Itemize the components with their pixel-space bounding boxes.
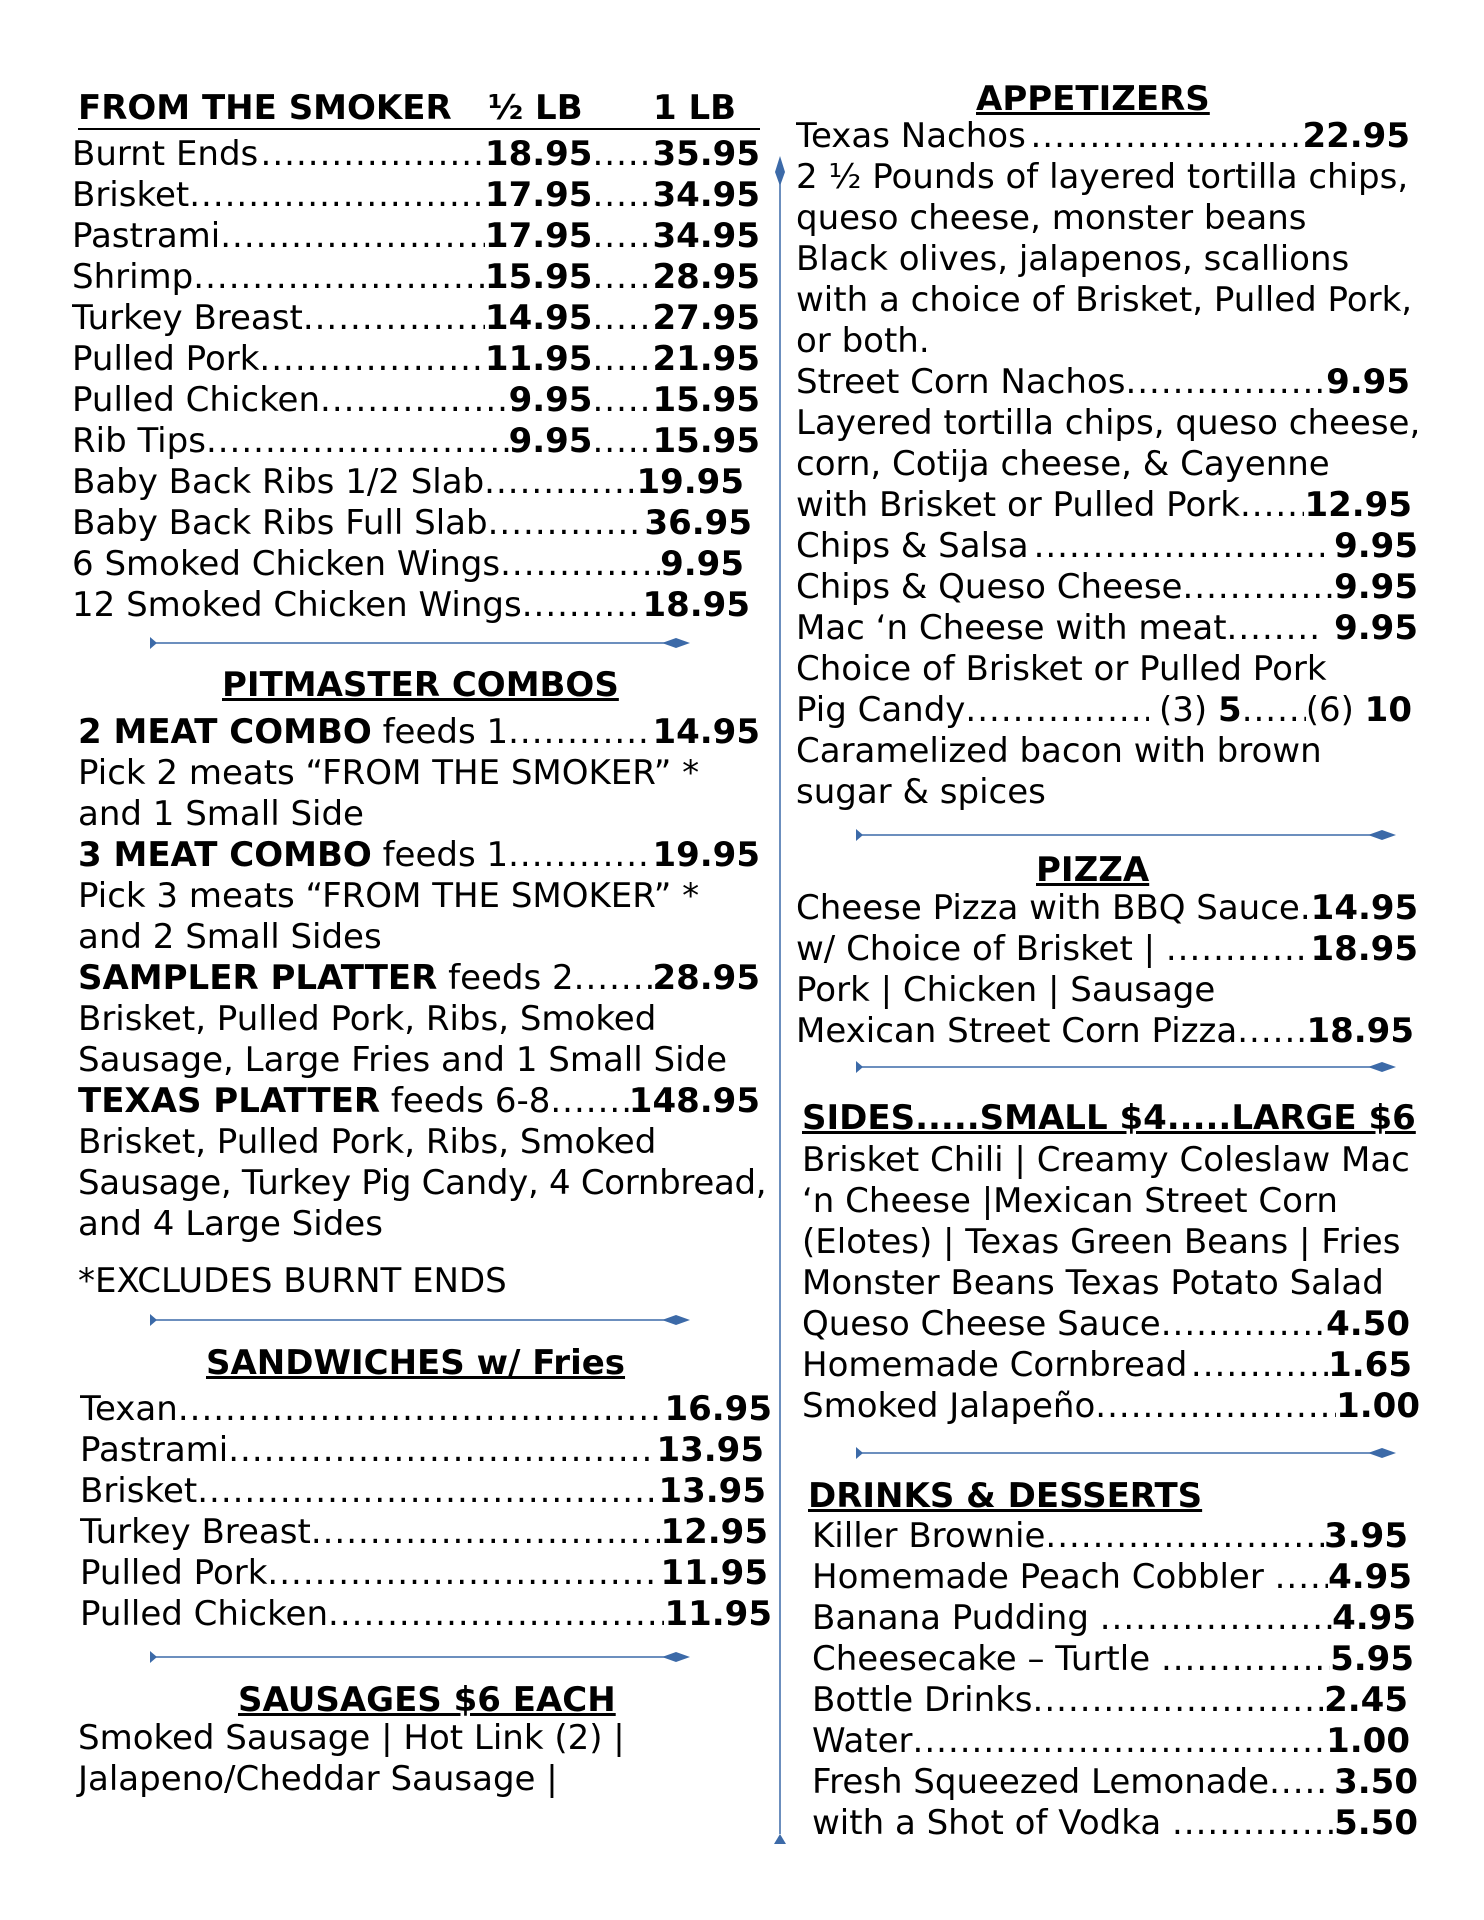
menu-item bbox=[796, 362, 1410, 403]
item-desc: or both. bbox=[796, 321, 930, 361]
menu-item bbox=[72, 339, 760, 380]
item-name: Fresh Squeezed Lemonade bbox=[812, 1762, 1270, 1802]
menu-item bbox=[72, 421, 760, 462]
item-desc: Black olives, jalapenos, scallions bbox=[796, 239, 1350, 279]
sides-title: SIDES.....SMALL $4.....LARGE $6 bbox=[802, 1098, 1416, 1138]
item-price: 22.95 bbox=[1302, 116, 1410, 156]
menu-item bbox=[80, 1389, 772, 1430]
pig-price-large: 10 bbox=[1364, 690, 1412, 730]
combo-price: 19.95 bbox=[652, 835, 760, 875]
item-price: 13.95 bbox=[656, 1430, 764, 1470]
price-full: 35.95 bbox=[652, 134, 760, 174]
pig-qty-small: (3) bbox=[1159, 690, 1208, 730]
price-half: 9.95 bbox=[508, 380, 593, 420]
item-name: with Brisket or Pulled Pork bbox=[796, 485, 1240, 525]
item-name: 6 Smoked Chicken Wings bbox=[72, 544, 501, 584]
smoker-col-half: ½ LB bbox=[488, 88, 583, 128]
menu-item bbox=[796, 690, 1412, 731]
price-half: 18.95 bbox=[484, 134, 593, 174]
menu-item bbox=[72, 298, 760, 339]
combo-desc: Brisket, Pulled Pork, Ribs, Smoked bbox=[78, 1122, 657, 1162]
item-desc: Choice of Brisket or Pulled Pork bbox=[796, 649, 1327, 689]
smoker-list bbox=[72, 134, 760, 626]
sandwiches-list bbox=[80, 1389, 772, 1635]
combo-price: 28.95 bbox=[652, 958, 760, 998]
item-price: 5.50 bbox=[1334, 1803, 1418, 1843]
menu-item bbox=[802, 1386, 1420, 1427]
item-name: Pulled Pork bbox=[80, 1553, 268, 1593]
menu-item bbox=[812, 1680, 1408, 1721]
combo-item bbox=[78, 958, 760, 999]
menu-item bbox=[796, 116, 1410, 157]
combo-feeds: feeds 2 bbox=[448, 958, 574, 998]
sausages-title: SAUSAGES $6 EACH bbox=[238, 1680, 616, 1720]
item-name: Brisket bbox=[72, 175, 190, 215]
combo-name: 3 MEAT COMBO bbox=[78, 835, 372, 875]
combos-title: PITMASTER COMBOS bbox=[222, 665, 619, 705]
combo-feeds: feeds 1 bbox=[382, 835, 509, 875]
combo-name: 2 MEAT COMBO bbox=[78, 712, 372, 752]
price-half: 15.95 bbox=[484, 257, 593, 297]
item-name: Texas Nachos bbox=[796, 116, 1026, 156]
item-name: Turkey Breast bbox=[72, 298, 303, 338]
item-name: Cheese Pizza with BBQ Sauce. bbox=[796, 888, 1311, 928]
section-divider bbox=[856, 1446, 1396, 1460]
item-price: 4.95 bbox=[1332, 1598, 1416, 1638]
menu-item bbox=[802, 1304, 1410, 1345]
menu-item bbox=[796, 608, 1418, 649]
item-name: Water bbox=[812, 1721, 913, 1761]
menu-item bbox=[72, 585, 750, 626]
item-price: 13.95 bbox=[658, 1471, 766, 1511]
menu-item bbox=[812, 1557, 1412, 1598]
item-name: w/ Choice of Brisket | bbox=[796, 929, 1156, 969]
menu-item bbox=[812, 1721, 1410, 1762]
item-price: 18.95 bbox=[1310, 929, 1418, 969]
item-name: Rib Tips bbox=[72, 421, 206, 461]
item-desc: queso cheese, monster beans bbox=[796, 198, 1307, 238]
item-name: Mexican Street Corn Pizza bbox=[796, 1011, 1238, 1051]
item-price: 11.95 bbox=[660, 1553, 768, 1593]
combo-desc: Pick 3 meats “FROM THE SMOKER” * bbox=[78, 876, 700, 916]
item-name: Killer Brownie bbox=[812, 1516, 1046, 1556]
sandwiches-title: SANDWICHES w/ Fries bbox=[206, 1343, 626, 1383]
drinks-list bbox=[812, 1516, 1422, 1844]
item-desc: Pork | Chicken | Sausage bbox=[796, 970, 1216, 1010]
item-price: 5.95 bbox=[1330, 1639, 1414, 1679]
menu-item bbox=[80, 1430, 764, 1471]
menu-item bbox=[812, 1762, 1418, 1803]
combo-desc: and 2 Small Sides bbox=[78, 917, 382, 957]
item-price: 1.00 bbox=[1336, 1386, 1420, 1426]
item-desc: 2 ½ Pounds of layered tortilla chips, bbox=[796, 157, 1409, 197]
item-name: Chips & Queso Cheese bbox=[796, 567, 1183, 607]
sides-list bbox=[802, 1140, 1422, 1427]
item-name: Pulled Chicken bbox=[72, 380, 321, 420]
price-half: 17.95 bbox=[484, 216, 593, 256]
drinks-title: DRINKS & DESSERTS bbox=[808, 1476, 1203, 1516]
combo-name: SAMPLER PLATTER bbox=[78, 958, 438, 998]
item-name: Baby Back Ribs 1/2 Slab bbox=[72, 462, 485, 502]
menu-item bbox=[796, 485, 1412, 526]
smoker-title: FROM THE SMOKER bbox=[78, 88, 452, 128]
menu-item bbox=[812, 1803, 1418, 1844]
item-price: 9.95 bbox=[1334, 567, 1418, 607]
pig-price-small: 5 bbox=[1218, 690, 1242, 730]
item-name: Queso Cheese Sauce bbox=[802, 1304, 1161, 1344]
menu-item bbox=[796, 526, 1418, 567]
item-name: Smoked Jalapeño bbox=[802, 1386, 1096, 1426]
menu-item bbox=[72, 216, 760, 257]
menu-item bbox=[72, 544, 744, 585]
pizza-list bbox=[796, 888, 1422, 1052]
sausages-line: Jalapeno/Cheddar Sausage | bbox=[78, 1759, 558, 1799]
sides-line: ‘n Cheese |Mexican Street Corn bbox=[802, 1181, 1338, 1221]
item-desc: sugar & spices bbox=[796, 772, 1046, 812]
item-price: 12.95 bbox=[1304, 485, 1412, 525]
item-name: Homemade Cornbread bbox=[802, 1345, 1188, 1385]
column-divider bbox=[770, 150, 790, 1850]
item-name: Chips & Salsa bbox=[796, 526, 1029, 566]
menu-item bbox=[812, 1516, 1408, 1557]
pig-qty-large: (6) bbox=[1305, 690, 1354, 730]
combo-item bbox=[78, 1081, 760, 1122]
menu-item bbox=[80, 1553, 768, 1594]
item-price: 36.95 bbox=[644, 503, 752, 543]
price-half: 14.95 bbox=[484, 298, 593, 338]
menu-item bbox=[812, 1598, 1416, 1639]
menu-item bbox=[796, 1011, 1414, 1052]
item-price: 1.00 bbox=[1326, 1721, 1410, 1761]
item-desc: corn, Cotija cheese, & Cayenne bbox=[796, 444, 1330, 484]
item-name: Pulled Chicken bbox=[80, 1594, 329, 1634]
combo-item bbox=[78, 835, 760, 876]
menu-item bbox=[802, 1345, 1412, 1386]
menu-item bbox=[72, 462, 744, 503]
item-price: 9.95 bbox=[1334, 526, 1418, 566]
combo-item bbox=[78, 712, 760, 753]
sausages-line: Smoked Sausage | Hot Link (2) | bbox=[78, 1718, 625, 1758]
combo-price: 148.95 bbox=[628, 1081, 760, 1121]
item-name: Texan bbox=[80, 1389, 178, 1429]
price-half: 17.95 bbox=[484, 175, 593, 215]
menu-item bbox=[80, 1471, 766, 1512]
item-desc: with a choice of Brisket, Pulled Pork, bbox=[796, 280, 1413, 320]
section-divider bbox=[150, 1313, 690, 1327]
item-price: 14.95 bbox=[1310, 888, 1418, 928]
combo-name: TEXAS PLATTER bbox=[78, 1081, 381, 1121]
pizza-title: PIZZA bbox=[1036, 850, 1150, 890]
combo-desc: Pick 2 meats “FROM THE SMOKER” * bbox=[78, 753, 700, 793]
item-desc: Caramelized bacon with brown bbox=[796, 731, 1322, 771]
item-name: Pastrami bbox=[80, 1430, 229, 1470]
appetizers-list bbox=[796, 116, 1421, 813]
menu-item bbox=[72, 380, 760, 421]
item-name: Pig Candy bbox=[796, 690, 966, 730]
combo-desc: and 1 Small Side bbox=[78, 794, 364, 834]
item-name: Banana Pudding bbox=[812, 1598, 1089, 1638]
menu-item bbox=[812, 1639, 1414, 1680]
menu-item bbox=[80, 1512, 768, 1553]
price-half: 11.95 bbox=[484, 339, 593, 379]
price-full: 15.95 bbox=[652, 421, 760, 461]
item-price: 4.95 bbox=[1328, 1557, 1412, 1597]
item-price: 4.50 bbox=[1326, 1304, 1410, 1344]
combo-desc: Brisket, Pulled Pork, Ribs, Smoked bbox=[78, 999, 657, 1039]
menu-item bbox=[72, 134, 760, 175]
item-name: 12 Smoked Chicken Wings bbox=[72, 585, 522, 625]
item-price: 2.45 bbox=[1324, 1680, 1408, 1720]
section-divider bbox=[856, 1060, 1396, 1074]
price-full: 21.95 bbox=[652, 339, 760, 379]
item-price: 18.95 bbox=[1306, 1011, 1414, 1051]
item-name: with a Shot of Vodka bbox=[812, 1803, 1162, 1843]
menu-item bbox=[796, 567, 1418, 608]
menu-item bbox=[72, 175, 760, 216]
item-price: 1.65 bbox=[1328, 1345, 1412, 1385]
sides-line: (Elotes) | Texas Green Beans | Fries bbox=[802, 1222, 1401, 1262]
item-price: 11.95 bbox=[664, 1594, 772, 1634]
item-price: 9.95 bbox=[660, 544, 744, 584]
menu-item bbox=[796, 888, 1418, 929]
menu-item bbox=[72, 257, 760, 298]
sides-line: Monster Beans Texas Potato Salad bbox=[802, 1263, 1384, 1303]
price-full: 34.95 bbox=[652, 216, 760, 256]
item-price: 3.95 bbox=[1324, 1516, 1408, 1556]
combo-desc: Sausage, Turkey Pig Candy, 4 Cornbread, bbox=[78, 1163, 767, 1203]
item-name: Homemade Peach Cobbler bbox=[812, 1557, 1264, 1597]
menu-item bbox=[796, 929, 1418, 970]
price-full: 34.95 bbox=[652, 175, 760, 215]
item-name: Pulled Pork bbox=[72, 339, 260, 379]
item-price: 9.95 bbox=[1334, 608, 1418, 648]
appetizers-title: APPETIZERS bbox=[976, 79, 1210, 119]
item-desc: Layered tortilla chips, queso cheese, bbox=[796, 403, 1421, 443]
item-name: Brisket bbox=[80, 1471, 198, 1511]
item-name: Burnt Ends bbox=[72, 134, 259, 174]
item-name: Pastrami bbox=[72, 216, 221, 256]
menu-item bbox=[72, 503, 752, 544]
item-price: 19.95 bbox=[636, 462, 744, 502]
item-name: Street Corn Nachos bbox=[796, 362, 1126, 402]
combos-note: *EXCLUDES BURNT ENDS bbox=[78, 1261, 507, 1301]
item-price: 18.95 bbox=[642, 585, 750, 625]
item-price: 16.95 bbox=[664, 1389, 772, 1429]
price-full: 28.95 bbox=[652, 257, 760, 297]
item-price: 9.95 bbox=[1326, 362, 1410, 402]
menu-item bbox=[80, 1594, 772, 1635]
item-name: Cheesecake – Turtle bbox=[812, 1639, 1151, 1679]
price-full: 27.95 bbox=[652, 298, 760, 338]
smoker-col-full: 1 LB bbox=[653, 88, 737, 128]
price-half: 9.95 bbox=[508, 421, 593, 461]
item-name: Turkey Breast bbox=[80, 1512, 311, 1552]
combo-feeds: feeds 1 bbox=[382, 712, 509, 752]
section-divider bbox=[150, 1650, 690, 1664]
combos-list bbox=[78, 712, 768, 1302]
item-name: Mac ‘n Cheese with meat bbox=[796, 608, 1227, 648]
item-name: Bottle Drinks bbox=[812, 1680, 1033, 1720]
item-name: Shrimp bbox=[72, 257, 194, 297]
section-divider bbox=[856, 828, 1396, 842]
item-price: 3.50 bbox=[1334, 1762, 1418, 1802]
combo-desc: and 4 Large Sides bbox=[78, 1204, 383, 1244]
combo-price: 14.95 bbox=[652, 712, 760, 752]
section-divider bbox=[150, 636, 690, 650]
smoker-header bbox=[78, 88, 760, 130]
combo-feeds: feeds 6-8 bbox=[390, 1081, 551, 1121]
item-price: 12.95 bbox=[660, 1512, 768, 1552]
item-name: Baby Back Ribs Full Slab bbox=[72, 503, 488, 543]
sides-line: Brisket Chili | Creamy Coleslaw Mac bbox=[802, 1140, 1410, 1180]
combo-desc: Sausage, Large Fries and 1 Small Side bbox=[78, 1040, 728, 1080]
price-full: 15.95 bbox=[652, 380, 760, 420]
